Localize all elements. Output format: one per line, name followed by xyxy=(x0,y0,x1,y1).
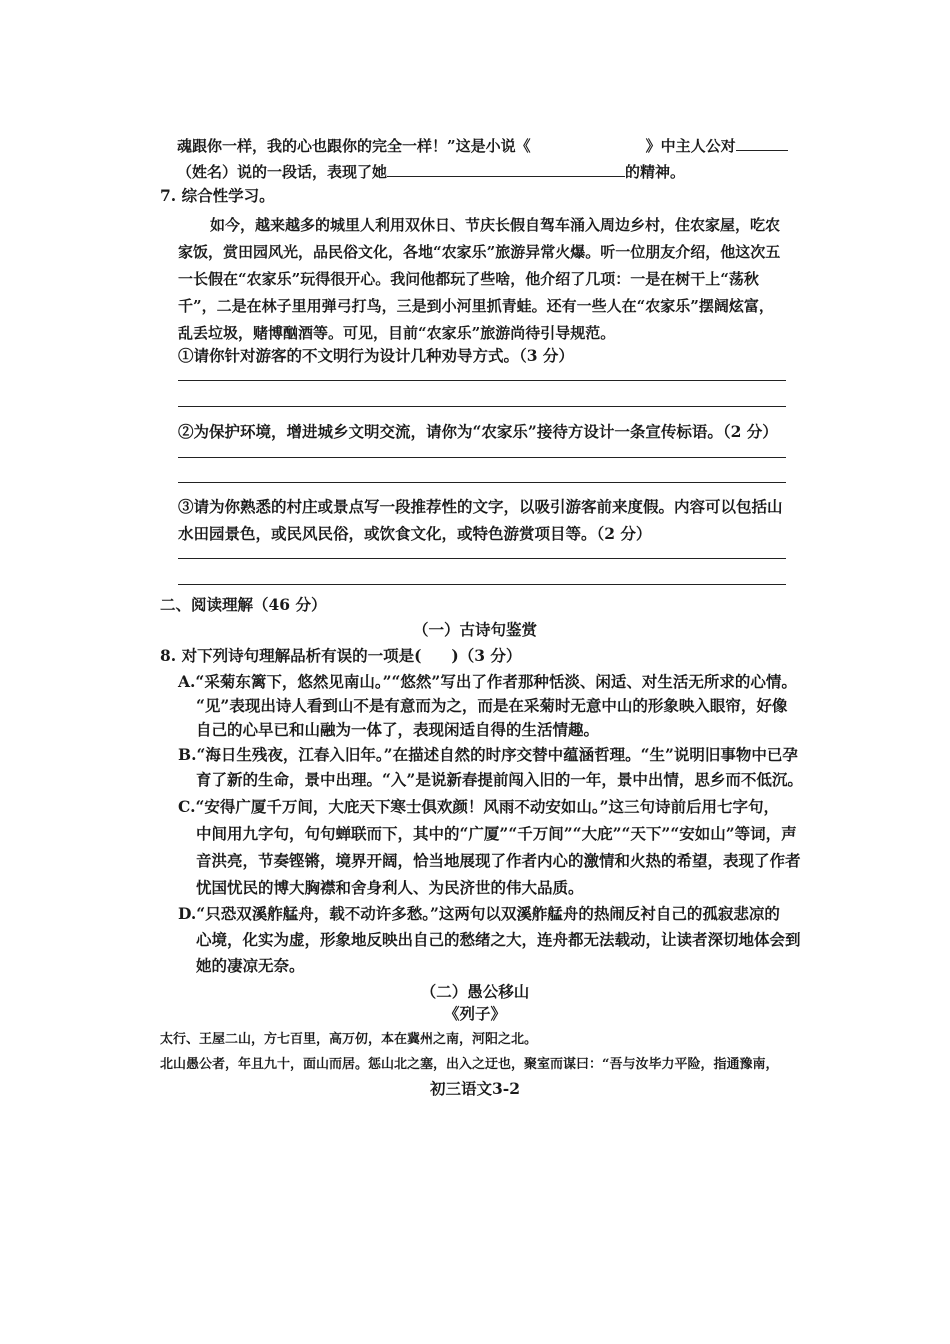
top-line-2-text: （姓名）说的一段话，表现了她 xyxy=(177,163,388,181)
option-a-line-2: “见”表现出诗人看到山不是有意而为之，而是在采菊时无意中山的形象映入眼帘，好像 xyxy=(196,696,788,715)
q7-para-4: 千”，二是在林子里用弹弓打鸟，三是到小河里抓青蛙。还有一些人在“农家乐”摆阔炫富， xyxy=(178,297,774,315)
option-d-line-1: D.“只恐双溪舴艋舟，载不动许多愁。”这两句以双溪舴艋舟的热闹反衬自己的孤寂悲凉的 xyxy=(178,904,780,923)
q7-heading: 7. 综合性学习。 xyxy=(160,186,275,205)
part2-title: （二）愚公移山 xyxy=(420,982,530,1001)
q7-sub1: ①请你针对游客的不文明行为设计几种劝导方式。（3 分） xyxy=(178,346,574,365)
top-line-2-text-b: 的精神。 xyxy=(625,163,686,181)
option-b-line-1: B.“海日生残夜，江春入旧年。”在描述自然的时序交替中蕴涵哲理。“生”说明旧事物中已孕 xyxy=(178,745,798,764)
q7-para-3: 一长假在“农家乐”玩得很开心。我问他都玩了些啥，他介绍了几项：一是在树干上“荡秋 xyxy=(178,270,759,288)
answer-line[interactable] xyxy=(178,406,786,407)
name-blank[interactable] xyxy=(736,136,788,151)
option-a-line-1: A.“采菊东篱下，悠然见南山。”“悠然”写出了作者那种恬淡、闲适、对生活无所求的心情。 xyxy=(178,672,797,691)
q8-stem xyxy=(160,646,521,666)
top-line-1-text-b: 》中主人公对 xyxy=(645,137,736,155)
top-line-1 xyxy=(177,136,788,156)
option-d-line-2: 心境，化实为虚，形象地反映出自己的愁绪之大，连舟都无法载动，让读者深切地体会到 xyxy=(196,930,801,949)
answer-line[interactable] xyxy=(178,457,786,458)
option-b-line-2: 育了新的生命，景中出理。“入”是说新春提前闯入旧的一年，景中出情，思乡而不低沉。 xyxy=(196,770,803,789)
q8-stem-text-b: )（3 分） xyxy=(451,646,522,665)
section2-heading: 二、阅读理解（46 分） xyxy=(160,595,327,614)
option-c-line-4: 忧国忧民的博大胸襟和舍身利人、为民济世的伟大品质。 xyxy=(196,878,584,897)
q7-para-5: 乱丢垃圾，赌博酗酒等。可见，目前“农家乐”旅游尚待引导规范。 xyxy=(178,324,616,342)
option-a-line-3: 自己的心早已和山融为一体了，表现闲适自得的生活情趣。 xyxy=(196,720,600,739)
q7-para-1: 如今，越来越多的城里人利用双休日、节庆长假自驾车涌入周边乡村，住农家屋，吃农 xyxy=(210,216,781,234)
q8-answer-blank[interactable] xyxy=(421,647,451,661)
q7-para-2: 家饭，赏田园风光，品民俗文化，各地“农家乐”旅游异常火爆。听一位朋友介绍，他这次五 xyxy=(178,243,781,261)
spirit-blank[interactable] xyxy=(387,162,625,177)
source-title: 《列子》 xyxy=(443,1004,506,1023)
option-c-line-2: 中间用九字句，句句蝉联而下，其中的“广厦”“千万间”“大庇”“天下”“安如山”等词，声 xyxy=(196,824,797,843)
answer-line[interactable] xyxy=(178,482,786,483)
answer-line[interactable] xyxy=(178,558,786,559)
q8-stem-text: 8. 对下列诗句理解品析有误的一项是( xyxy=(160,646,422,665)
novel-title-blank[interactable] xyxy=(531,137,646,151)
option-c-line-3: 音洪亮，节奏铿锵，境界开阔，恰当地展现了作者内心的激情和火热的希望，表现了作者 xyxy=(196,851,801,870)
answer-line[interactable] xyxy=(178,584,786,585)
q7-sub3-line-2: 水田园景色，或民风民俗，或饮食文化，或特色游赏项目等。（2 分） xyxy=(178,524,652,543)
page-footer: 初三语文3-2 xyxy=(429,1079,520,1098)
answer-line[interactable] xyxy=(178,380,786,381)
option-d-line-3: 她的凄凉无奈。 xyxy=(196,956,305,975)
option-c-line-1: C.“安得广厦千万间，大庇天下寒士俱欢颜！风雨不动安如山。”这三句诗前后用七字句， xyxy=(178,797,780,816)
part1-title: （一）古诗句鉴赏 xyxy=(412,620,537,639)
q7-sub3-line-1: ③请为你熟悉的村庄或景点写一段推荐性的文字，以吸引游客前来度假。内容可以包括山 xyxy=(178,497,783,516)
classical-text-line-1: 太行、王屋二山，方七百里，高万仞，本在冀州之南，河阳之北。 xyxy=(160,1032,538,1047)
top-line-1-text: 魂跟你一样，我的心也跟你的完全一样！”这是小说《 xyxy=(177,137,531,155)
classical-text-line-2: 北山愚公者，年且九十，面山而居。惩山北之塞，出入之迂也，聚室而谋曰：“吾与汝毕力平险，指通豫南， xyxy=(160,1057,779,1072)
top-line-2 xyxy=(177,162,685,182)
q7-sub2: ②为保护环境，增进城乡文明交流，请你为“农家乐”接待方设计一条宣传标语。（2 分） xyxy=(178,422,778,441)
